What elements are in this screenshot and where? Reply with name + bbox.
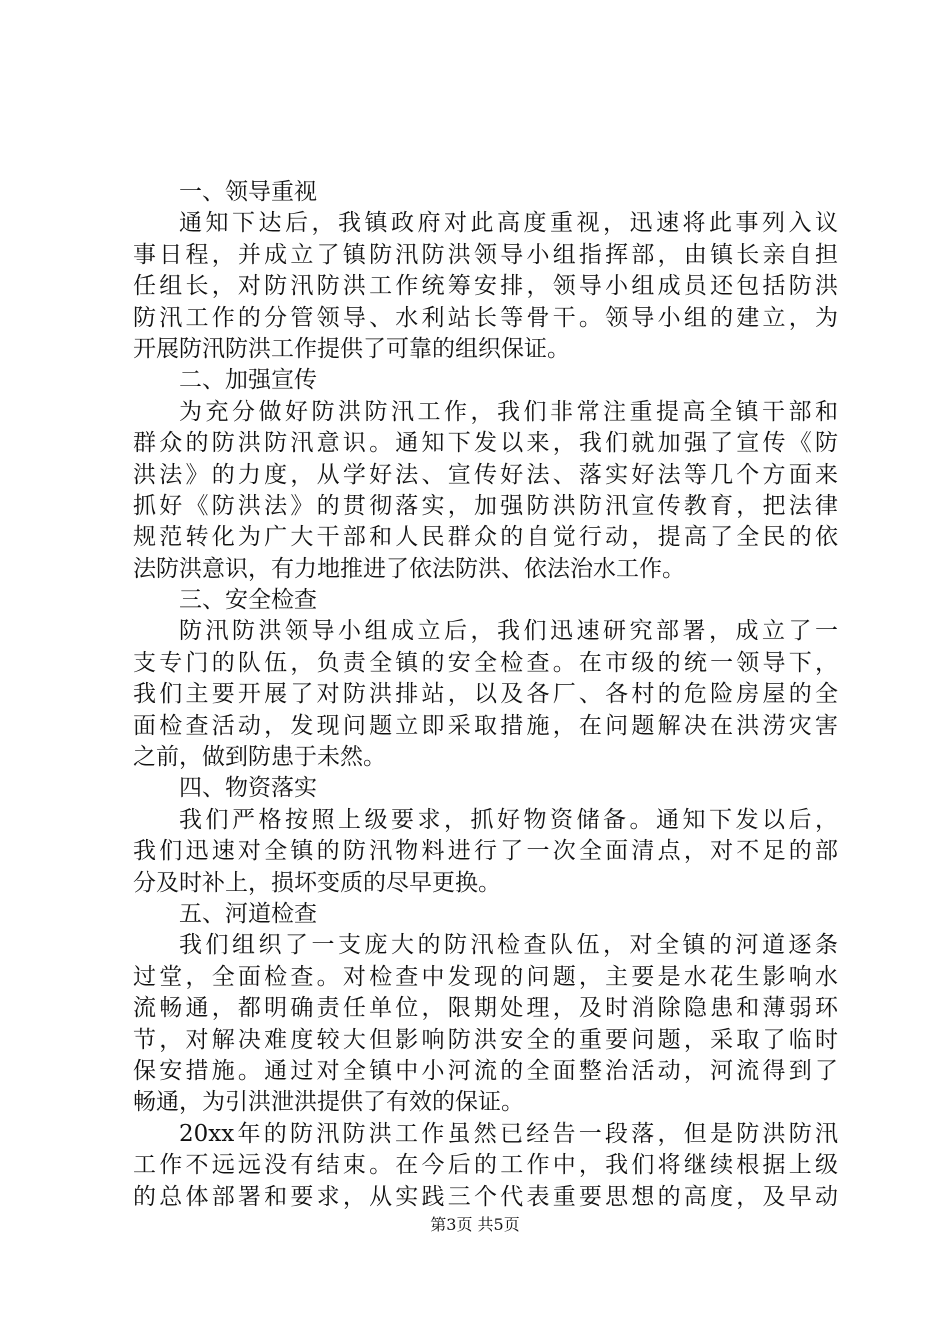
paragraph-line: 畅通，为引洪泄洪提供了有效的保证。 bbox=[133, 1089, 524, 1116]
paragraph-line: 洪法》的力度，从学好法、宣传好法、落实好法等几个方面来 bbox=[133, 461, 838, 488]
paragraph-line: 防汛工作的分管领导、水利站长等骨干。领导小组的建立，为 bbox=[133, 304, 838, 331]
paragraph-line: 我们严格按照上级要求，抓好物资储备。通知下发以后， bbox=[179, 806, 838, 833]
paragraph-line: 我们主要开展了对防洪排站，以及各厂、各村的危险房屋的全 bbox=[133, 681, 838, 708]
paragraph-line: 规范转化为广大干部和人民群众的自觉行动，提高了全民的依 bbox=[133, 524, 838, 551]
paragraph-line: 法防洪意识，有力地推进了依法防洪、依法治水工作。 bbox=[133, 555, 685, 582]
paragraph-line: 抓好《防洪法》的贯彻落实，加强防洪防汛宣传教育，把法律 bbox=[133, 492, 838, 519]
section-heading: 一、领导重视 bbox=[179, 179, 317, 205]
paragraph-line: 群众的防洪防汛意识。通知下发以来，我们就加强了宣传《防 bbox=[133, 430, 838, 457]
section-heading: 四、物资落实 bbox=[179, 775, 317, 802]
paragraph-line: 流畅通，都明确责任单位，限期处理，及时消除隐患和薄弱环 bbox=[133, 995, 838, 1022]
paragraph-line: 过堂，全面检查。对检查中发现的问题，主要是水花生影响水 bbox=[133, 963, 838, 990]
paragraph-line: 我们组织了一支庞大的防汛检查队伍，对全镇的河道逐条 bbox=[179, 932, 838, 959]
section-heading: 五、河道检查 bbox=[179, 900, 317, 927]
paragraph-line: 任组长，对防汛防洪工作统筹安排，领导小组成员还包括防洪 bbox=[133, 273, 838, 300]
paragraph-line: 我们迅速对全镇的防汛物料进行了一次全面清点，对不足的部 bbox=[133, 838, 838, 865]
paragraph-line: 的总体部署和要求，从实践三个代表重要思想的高度，及早动 bbox=[133, 1183, 838, 1210]
paragraph-line: 分及时补上，损坏变质的尽早更换。 bbox=[133, 869, 501, 896]
paragraph-line: 防汛防洪领导小组成立后，我们迅速研究部署，成立了一 bbox=[179, 618, 838, 645]
page-footer: 第3页 共5页 bbox=[430, 1215, 520, 1234]
paragraph-line: 之前，做到防患于未然。 bbox=[133, 744, 386, 771]
paragraph-line: 保安措施。通过对全镇中小河流的全面整治活动，河流得到了 bbox=[133, 1057, 838, 1084]
paragraph-line: 20xx年的防汛防洪工作虽然已经告一段落，但是防洪防汛 bbox=[179, 1120, 838, 1147]
paragraph-line: 事日程，并成立了镇防汛防洪领导小组指挥部，由镇长亲自担 bbox=[133, 241, 838, 268]
section-heading: 二、加强宣传 bbox=[179, 367, 317, 394]
paragraph-line: 工作不远远没有结束。在今后的工作中，我们将继续根据上级 bbox=[133, 1152, 838, 1179]
paragraph-line: 支专门的队伍，负责全镇的安全检查。在市级的统一领导下， bbox=[133, 649, 838, 676]
paragraph-line: 通知下达后，我镇政府对此高度重视，迅速将此事列入议 bbox=[179, 210, 838, 237]
section-heading: 三、安全检查 bbox=[179, 587, 317, 614]
paragraph-line: 开展防汛防洪工作提供了可靠的组织保证。 bbox=[133, 335, 570, 362]
paragraph-line: 面检查活动，发现问题立即采取措施，在问题解决在洪涝灾害 bbox=[133, 712, 838, 739]
paragraph-line: 节，对解决难度较大但影响防洪安全的重要问题，采取了临时 bbox=[133, 1026, 838, 1053]
paragraph-line: 为充分做好防洪防汛工作，我们非常注重提高全镇干部和 bbox=[179, 398, 838, 425]
document-body bbox=[133, 177, 838, 1213]
